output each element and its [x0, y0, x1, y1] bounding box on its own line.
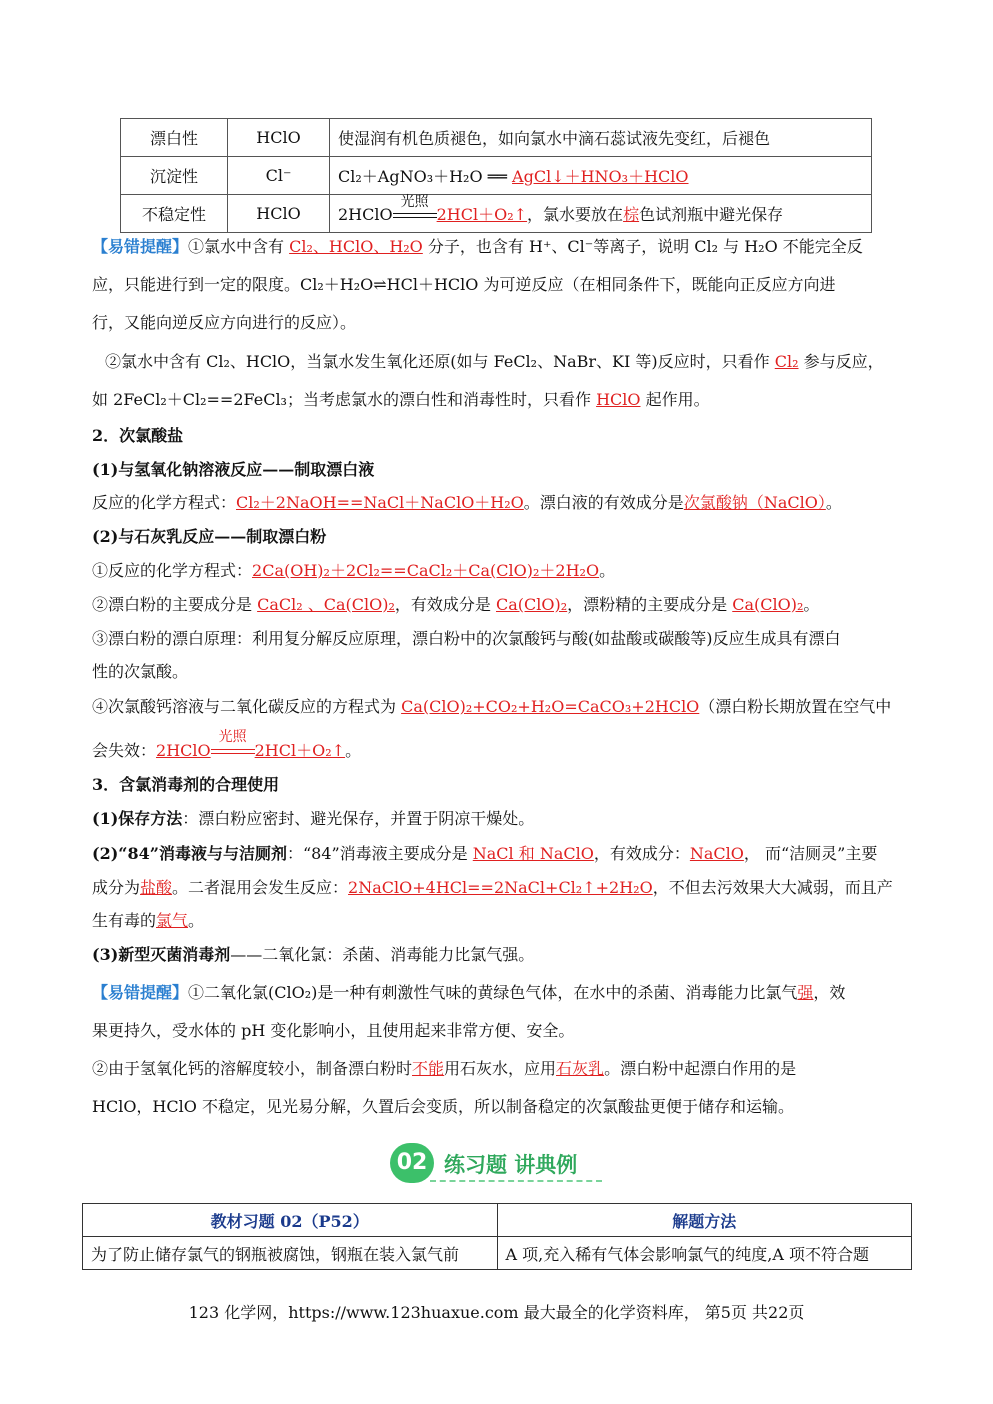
answer: 盐酸 — [140, 878, 173, 897]
answer: HClO — [596, 390, 641, 409]
answer: 2HCl＋O₂↑ — [254, 741, 346, 760]
text: 如 2FeCl₂＋Cl₂==2FeCl₃；当考虑氯水的漂白性和消毒性时，只看作 — [92, 390, 597, 409]
text: 用石灰水，应用 — [444, 1059, 557, 1078]
tip-line: 果更持久，受水体的 pH 变化影响小，且使用起来非常方便、安全。 — [92, 1021, 575, 1040]
answer: Cl₂、HClO、H₂O — [289, 237, 423, 256]
text: ，效 — [813, 983, 846, 1002]
paragraph: 性的次氯酸。 — [92, 662, 189, 681]
prop-cell: 漂白性 — [121, 119, 228, 157]
method-header: 解题方法 — [497, 1204, 912, 1237]
text: ：“84”消毒液主要成分是 — [286, 844, 473, 863]
answer: 不能 — [412, 1059, 445, 1078]
paragraph — [92, 560, 615, 582]
desc-cell — [330, 157, 872, 195]
answer: NaClO — [689, 844, 744, 863]
paragraph — [92, 843, 877, 865]
answer: 氯气 — [156, 911, 189, 930]
paragraph — [92, 944, 534, 966]
exercise-cell: 为了防止储存氯气的钢瓶被腐蚀，钢瓶在装入氯气前 — [83, 1237, 498, 1270]
prop-cell: 沉淀性 — [121, 157, 228, 195]
paragraph — [92, 729, 362, 762]
text: ①二氧化氯(ClO₂)是一种有刺激性气味的黄绿色气体，在水中的杀菌、消毒能力比氯气 — [188, 983, 798, 1002]
answer: Cl₂＋2NaOH==NaCl＋NaClO＋H₂O — [236, 493, 524, 512]
text: 参与反应， — [798, 352, 884, 371]
text: 会失效： — [92, 741, 157, 760]
table-row — [83, 1237, 912, 1270]
method-cell: A 项,充入稀有气体会影响氯气的纯度,A 项不符合题 — [497, 1237, 912, 1270]
subheading: (2)与石灰乳反应——制取漂白粉 — [92, 527, 327, 546]
answer: 强 — [797, 983, 814, 1002]
subheading: (1)与氢氧化钠溶液反应——制取漂白液 — [92, 460, 375, 479]
reaction-arrow — [393, 194, 437, 224]
tip-line — [92, 389, 710, 411]
paragraph — [92, 492, 842, 514]
reaction-arrow — [211, 729, 255, 762]
desc-cell: 使湿润有机色质褪色，如向氯水中滴石蕊试液先变红，后褪色 — [330, 119, 872, 157]
text: 。 — [599, 561, 616, 580]
text: 。 — [825, 493, 842, 512]
answer: NaCl 和 NaClO — [472, 844, 594, 863]
text: ②漂白粉的主要成分是 — [92, 595, 258, 614]
text: ， 而“洁厕灵”主要 — [743, 844, 878, 863]
answer: 石灰乳 — [556, 1059, 605, 1078]
text: 起作用。 — [640, 390, 710, 409]
exercise-header: 教材习题 02（P52） — [83, 1204, 498, 1237]
paragraph: ③漂白粉的漂白原理：利用复分解反应原理，漂白粉中的次氯酸钙与酸(如盐酸或碳酸等)反应生成具有漂白 — [92, 629, 841, 648]
text: ②氯水中含有 Cl₂、HClO，当氯水发生氧化还原(如与 FeCl₂、NaBr、KI 等)反应时，只看作 — [105, 352, 775, 371]
answer: Cl₂ — [774, 352, 799, 371]
condition-label: 光照 — [218, 729, 247, 745]
table-row — [121, 157, 872, 195]
species-cell: Cl⁻ — [228, 157, 330, 195]
tip-label: 【易错提醒】 — [92, 237, 189, 256]
text: ，有效成分： — [593, 844, 690, 863]
text: 生有毒的 — [92, 911, 157, 930]
prop-cell: 不稳定性 — [121, 195, 228, 233]
text: 反应的化学方程式： — [92, 493, 237, 512]
paragraph — [92, 877, 893, 899]
banner-title: 练习题 讲典例 — [444, 1153, 578, 1177]
label: (2)“84”消毒液与与洁厕剂 — [92, 844, 287, 863]
text: ④次氯酸钙溶液与二氧化碳反应的方程式为 — [92, 697, 402, 716]
tip-line: 应，只能进行到一定的限度。Cl₂＋H₂O⇌HCl＋HClO 为可逆反应（在相同条件下，既能向正反应方向进 — [92, 275, 836, 294]
answer: 2HClO — [156, 741, 211, 760]
answer: CaCl₂ 、Ca(ClO)₂ — [257, 595, 395, 614]
text: ，有效成分是 — [394, 595, 496, 614]
label: (1)保存方法 — [92, 809, 183, 828]
answer: 2Ca(OH)₂＋2Cl₂==CaCl₂＋Ca(ClO)₂＋2H₂O — [252, 561, 600, 580]
species-cell: HClO — [228, 195, 330, 233]
text: ①反应的化学方程式： — [92, 561, 253, 580]
text: 成分为 — [92, 878, 141, 897]
tip-line: 行，又能向逆反应方向进行的反应）。 — [92, 313, 357, 332]
text: 。漂白液的有效成分是 — [523, 493, 684, 512]
label: (3)新型灭菌消毒剂 — [92, 945, 231, 964]
condition-label: 光照 — [400, 194, 429, 210]
paragraph — [92, 594, 819, 616]
text: 。漂白粉中起漂白作用的是 — [604, 1059, 797, 1078]
text: ①氯水中含有 — [188, 237, 290, 256]
tip-line — [92, 236, 863, 258]
answer: 2NaClO+4HCl==2NaCl+Cl₂↑+2H₂O — [348, 878, 653, 897]
section-banner — [390, 1143, 605, 1185]
tip-line — [92, 982, 845, 1004]
table-row — [121, 119, 872, 157]
tip-label: 【易错提醒】 — [92, 983, 189, 1002]
text: 色试剂瓶中避光保存 — [639, 205, 784, 224]
text: 。 — [803, 595, 820, 614]
answer: Ca(ClO)₂ — [732, 595, 804, 614]
tip-line — [92, 1058, 796, 1080]
answer: AgCl↓＋HNO₃＋HClO — [512, 167, 689, 186]
table-row — [121, 195, 872, 233]
answer: Ca(ClO)₂+CO₂+H₂O=CaCO₃+2HClO — [401, 697, 700, 716]
banner-underline — [430, 1180, 602, 1182]
answer: Ca(ClO)₂ — [496, 595, 568, 614]
text: ，漂粉精的主要成分是 — [567, 595, 733, 614]
section-number-badge: 02 — [390, 1143, 434, 1183]
table-row — [83, 1204, 912, 1237]
section-heading: 3．含氯消毒剂的合理使用 — [92, 775, 280, 794]
tip-line — [105, 351, 884, 373]
text: （漂白粉长期放置在空气中 — [699, 697, 892, 716]
paragraph — [92, 808, 534, 830]
page-footer: 123 化学网，https://www.123huaxue.com 最大最全的化学资料库， 第5页 共22页 — [188, 1303, 805, 1322]
text: 。 — [345, 741, 362, 760]
section-heading: 2．次氯酸盐 — [92, 426, 184, 445]
tip-line: HClO，HClO 不稳定，见光易分解，久置后会变质，所以制备稳定的次氯酸盐更便于储存和运输。 — [92, 1097, 794, 1116]
answer: 棕 — [623, 205, 640, 224]
text: 。二者混用会发生反应： — [172, 878, 349, 897]
paragraph — [92, 910, 204, 932]
properties-table — [120, 118, 872, 233]
paragraph — [92, 696, 891, 718]
text: 分子，也含有 H⁺、Cl⁻等离子，说明 Cl₂ 与 H₂O 不能完全反 — [422, 237, 863, 256]
desc-cell — [330, 195, 872, 233]
text: ②由于氢氧化钙的溶解度较小，制备漂白粉时 — [92, 1059, 413, 1078]
text: 。 — [188, 911, 205, 930]
text: ：漂白粉应密封、避光保存，并置于阴凉干燥处。 — [182, 809, 535, 828]
answer: 2HCl＋O₂↑ — [436, 205, 528, 224]
answer: 次氯酸钠（NaClO） — [683, 493, 826, 512]
text: ，不但去污效果大大减弱，而且产 — [652, 878, 893, 897]
text: ，氯水要放在 — [527, 205, 624, 224]
equation-text: 2HClO — [338, 205, 393, 224]
species-cell: HClO — [228, 119, 330, 157]
text: ——二氧化氯：杀菌、消毒能力比氯气强。 — [230, 945, 535, 964]
exercise-table — [82, 1203, 912, 1270]
equation-text: Cl₂＋AgNO₃＋H₂O ══ — [338, 167, 513, 186]
